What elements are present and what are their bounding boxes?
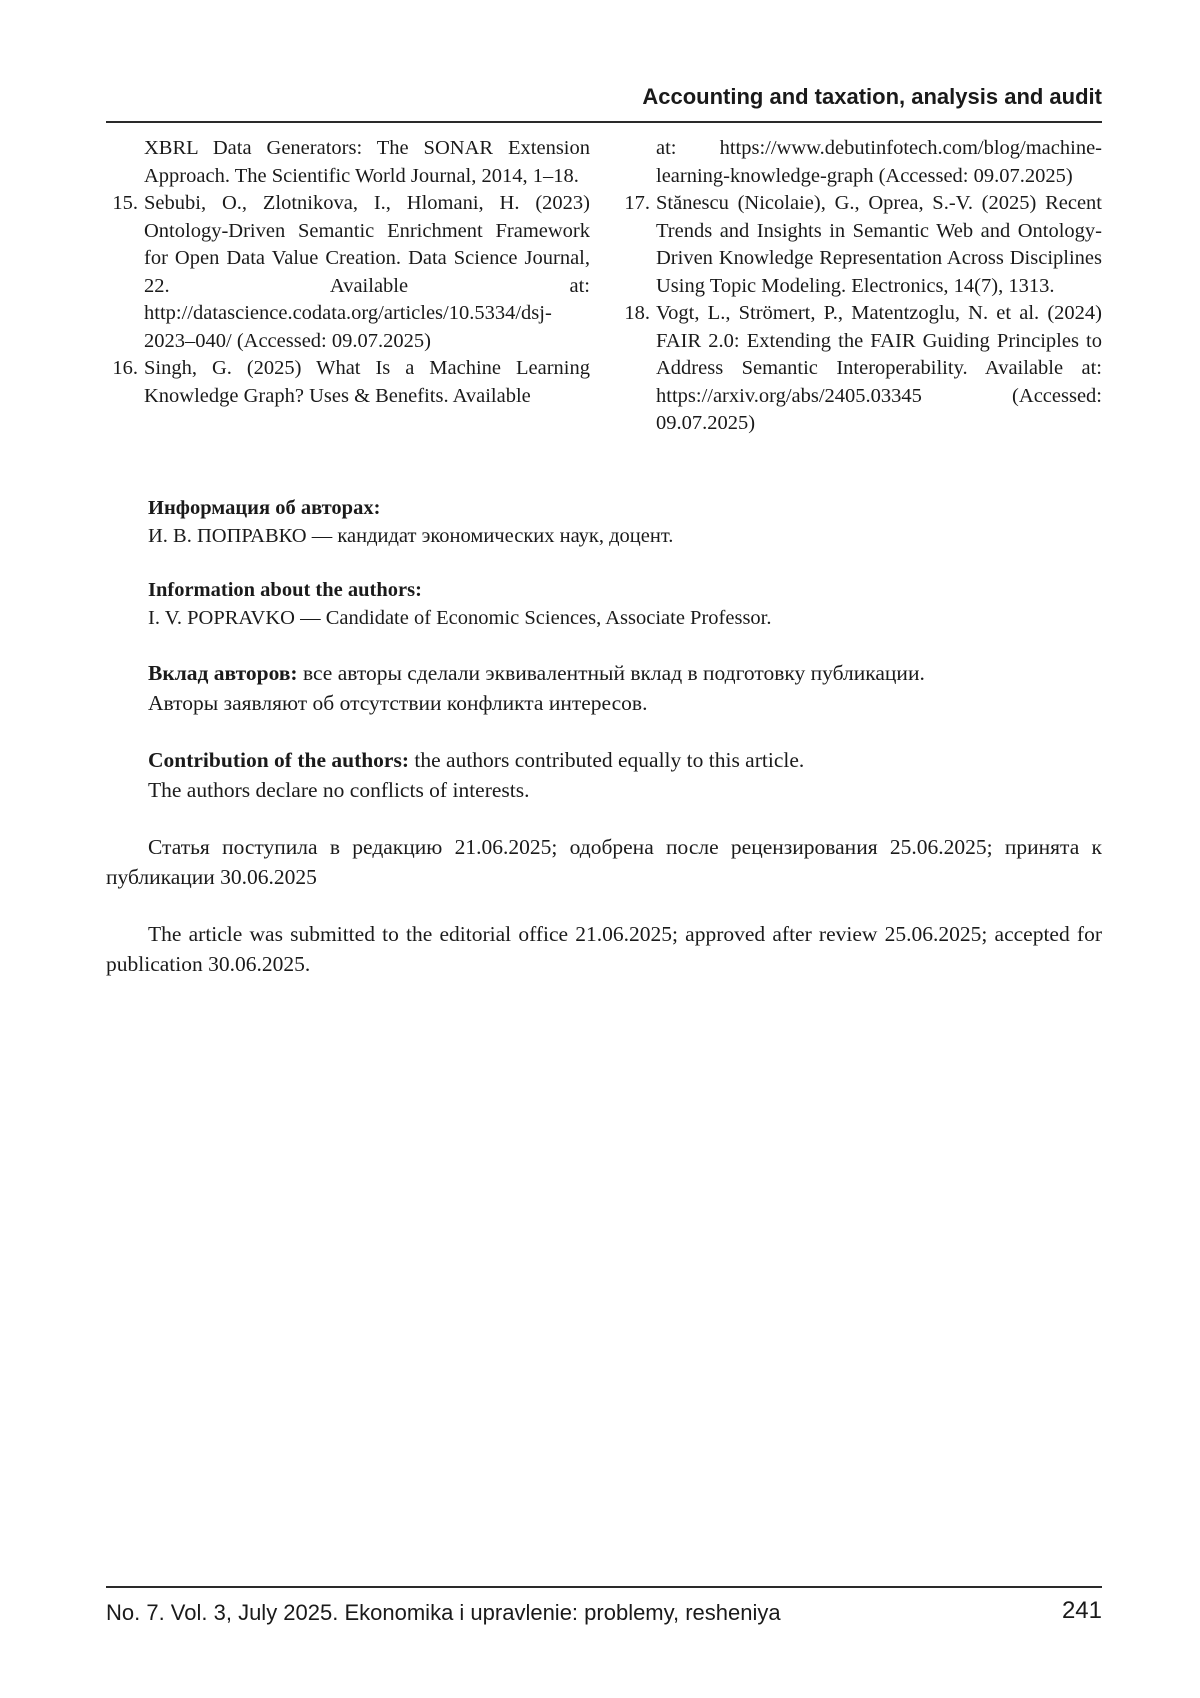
authors-info-en [106, 576, 1144, 632]
reference-number: 18. [624, 302, 650, 324]
reference-number: 17. [624, 192, 650, 214]
contribution-ru [106, 658, 1144, 718]
footer-rule [106, 1586, 1102, 1588]
authors-text-ru: И. В. ПОПРАВКО — кандидат экономических наук, доцент. [148, 525, 674, 547]
reference-item [618, 190, 1102, 300]
conflicts-text-en: The authors declare no conflicts of interests. [148, 778, 530, 802]
contribution-en [106, 745, 1144, 805]
conflicts-text-ru: Авторы заявляют об отсутствии конфликта интересов. [148, 691, 648, 715]
contribution-label-en: Contribution of the authors: [148, 748, 410, 772]
running-header: Accounting and taxation, analysis and audit [642, 84, 1102, 109]
reference-text: Vogt, L., Strömert, P., Matentzoglu, N. et al. (2024) FAIR 2.0: Extending the FAIR Guiding Principles to Address Semantic Interoperability. Available at: https://arxiv.org/abs/2405.03345 (Accessed: 09.07.2025) [656, 302, 1102, 434]
reference-item [106, 190, 590, 355]
reference-text: XBRL Data Generators: The SONAR Extension Approach. The Scientific World Journal, 2014, 1–18. [144, 137, 590, 187]
reference-item [106, 135, 590, 190]
dates-en: The article was submitted to the editorial office 21.06.2025; approved after review 25.06.2025; accepted for publication 30.06.2025. [106, 922, 1102, 976]
journal-citation: No. 7. Vol. 3, July 2025. Ekonomika i upravlenie: problemy, resheniya [106, 1600, 781, 1625]
contribution-text-ru: все авторы сделали эквивалентный вклад в подготовку публикации. [297, 661, 925, 685]
reference-text: Stănescu (Nicolaie), G., Oprea, S.-V. (2025) Recent Trends and Insights in Semantic Web and Ontology-Driven Knowledge Representation Across Disciplines Using Topic Modeling. Electronics, 14(7), 1313. [656, 192, 1102, 297]
authors-info-ru [106, 494, 1144, 550]
reference-item [106, 355, 590, 410]
reference-text: at: https://www.debutinfotech.com/blog/machine-learning-knowledge-graph (Accessed: 09.07.2025) [656, 137, 1102, 187]
authors-text-en: I. V. POPRAVKO — Candidate of Economic Sciences, Associate Professor. [148, 607, 772, 629]
authors-heading-en: Information about the authors: [148, 579, 422, 601]
page-number: 241 [1061, 1597, 1102, 1624]
references-right-column [618, 135, 1102, 438]
reference-text: Sebubi, O., Zlotnikova, I., Hlomani, H. (2023) Ontology-Driven Semantic Enrichment Framework for Open Data Value Creation. Data Science Journal, 22. Available at: http://datascience.codata.org/articles/10.5334/dsj-2023–040/ (Accessed: 09.07.2025) [144, 192, 590, 352]
references-left-column [106, 135, 590, 410]
header-rule [106, 121, 1102, 123]
reference-number: 15. [112, 192, 138, 214]
authors-heading-ru: Информация об авторах: [148, 497, 381, 519]
dates-ru: Статья поступила в редакцию 21.06.2025; одобрена после рецензирования 25.06.2025; принята к публикации 30.06.2025 [106, 835, 1102, 889]
reference-text: Singh, G. (2025) What Is a Machine Learning Knowledge Graph? Uses & Benefits. Available [144, 357, 590, 407]
contribution-label-ru: Вклад авторов: [148, 661, 298, 685]
reference-number: 16. [112, 357, 138, 379]
reference-item [618, 300, 1102, 438]
contribution-text-en: the authors contributed equally to this article. [409, 748, 805, 772]
reference-item [618, 135, 1102, 190]
